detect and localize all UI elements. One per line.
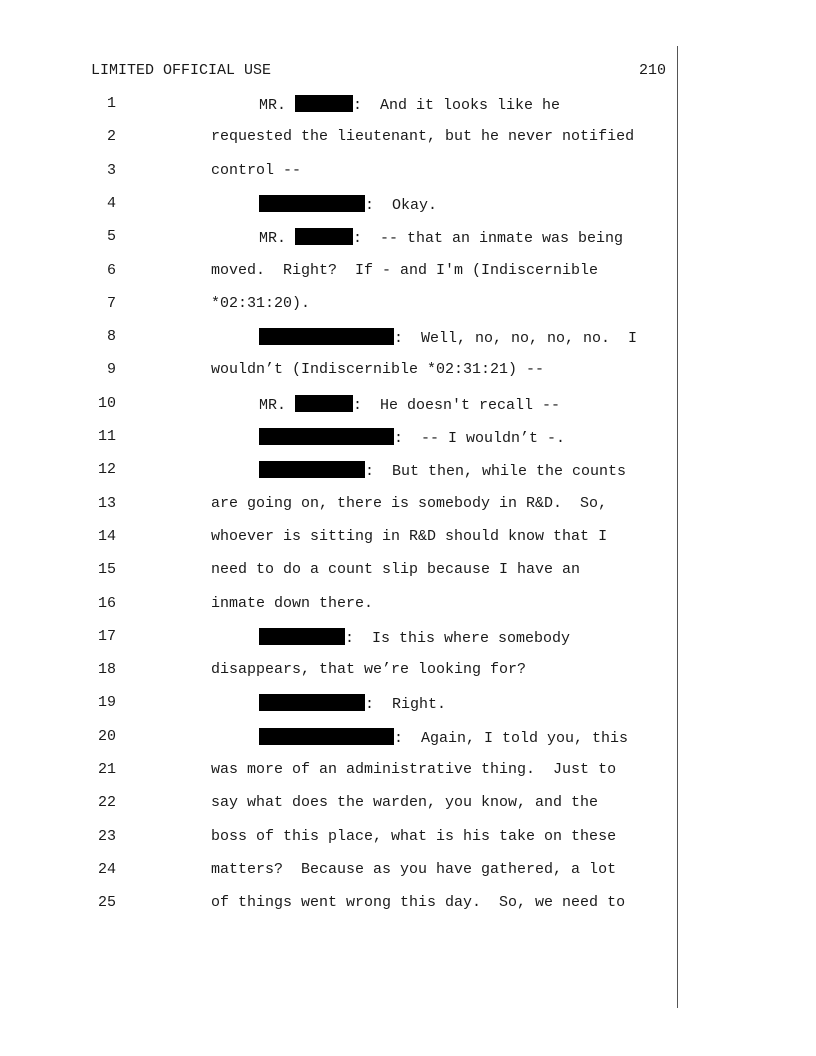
spoken-text: of things went wrong this day. So, we need to	[211, 894, 626, 912]
spoken-text: : -- I wouldn’t -.	[394, 430, 566, 447]
spoken-text: need to do a count slip because I have an	[211, 561, 581, 579]
transcript-line	[0, 861, 676, 881]
transcript-line	[0, 894, 676, 914]
spoken-text: requested the lieutenant, but he never notified	[211, 128, 635, 146]
transcript-line	[0, 728, 676, 748]
spoken-text: : Okay.	[365, 196, 438, 214]
line-number: 14	[97, 527, 116, 545]
spoken-text: : And it looks like he	[353, 97, 561, 114]
spoken-text: are going on, there is somebody in R&D. So,	[211, 494, 608, 512]
line-number: 23	[97, 827, 116, 845]
line-number: 15	[97, 561, 116, 579]
transcript-line	[0, 395, 676, 415]
line-number: 18	[97, 661, 116, 679]
transcript-line	[0, 461, 676, 481]
transcript-line	[0, 528, 676, 548]
transcript-line	[0, 295, 676, 315]
transcript-line	[0, 428, 676, 448]
redaction-box	[259, 694, 365, 711]
line-text	[259, 428, 565, 447]
speaker-title: MR.	[259, 97, 296, 114]
transcript-line	[0, 162, 676, 182]
speaker-title: MR.	[259, 230, 296, 248]
spoken-text: moved. Right? If - and I'm (Indiscernible	[211, 261, 599, 279]
spoken-text: whoever is sitting in R&D should know that I	[211, 527, 608, 545]
transcript-line	[0, 361, 676, 381]
line-text	[211, 128, 634, 145]
transcript-line	[0, 195, 676, 215]
line-text	[259, 395, 560, 414]
redaction-box	[295, 228, 353, 245]
line-text	[211, 561, 580, 578]
transcript-line	[0, 828, 676, 848]
transcript-line	[0, 495, 676, 515]
spoken-text: was more of an administrative thing. Just to	[211, 761, 617, 778]
transcript-line	[0, 95, 676, 115]
redaction-box	[259, 328, 394, 345]
line-number: 2	[106, 128, 116, 146]
right-margin-rule	[677, 46, 678, 1008]
line-text	[259, 728, 628, 747]
spoken-text: : But then, while the counts	[365, 463, 627, 481]
line-number: 17	[97, 627, 116, 645]
redaction-box	[295, 95, 353, 112]
spoken-text: : -- that an inmate was being	[353, 230, 624, 248]
redaction-box	[259, 428, 394, 445]
redaction-box	[259, 195, 365, 212]
transcript-line	[0, 328, 676, 348]
header-classification: LIMITED OFFICIAL USE	[91, 62, 272, 79]
line-number: 11	[97, 428, 116, 445]
spoken-text: *02:31:20).	[211, 294, 311, 312]
line-text	[211, 295, 310, 312]
transcript-line	[0, 228, 676, 248]
line-text	[211, 361, 544, 378]
line-number: 21	[97, 761, 116, 778]
spoken-text: say what does the warden, you know, and the	[211, 794, 599, 812]
line-text	[259, 461, 626, 480]
spoken-text: control --	[211, 161, 302, 179]
line-text	[211, 495, 607, 512]
line-number: 12	[97, 461, 116, 479]
line-number: 9	[106, 361, 116, 379]
line-text	[211, 661, 526, 678]
line-text	[259, 328, 637, 347]
transcript-line	[0, 128, 676, 148]
line-number: 1	[106, 95, 116, 112]
spoken-text: : Is this where somebody	[345, 629, 571, 647]
line-text	[259, 628, 570, 647]
transcript-line	[0, 561, 676, 581]
line-text	[211, 794, 598, 811]
transcript-line	[0, 761, 676, 781]
transcript-line	[0, 595, 676, 615]
line-number: 20	[97, 727, 116, 745]
line-number: 24	[97, 860, 116, 878]
line-number: 4	[106, 194, 116, 212]
line-text	[211, 262, 598, 279]
line-text	[211, 761, 616, 778]
spoken-text: boss of this place, what is his take on these	[211, 827, 617, 845]
transcript-line	[0, 794, 676, 814]
line-text	[259, 228, 623, 247]
line-number: 6	[106, 261, 116, 279]
redaction-box	[259, 461, 365, 478]
transcript-line	[0, 628, 676, 648]
line-text	[211, 528, 607, 545]
line-text	[211, 861, 616, 878]
line-number: 5	[106, 228, 116, 246]
spoken-text: disappears, that we’re looking for?	[211, 661, 527, 679]
line-text	[211, 828, 616, 845]
line-text	[211, 595, 373, 612]
transcript-line	[0, 262, 676, 282]
line-number: 7	[106, 294, 116, 312]
line-text	[259, 195, 437, 214]
redaction-box	[259, 728, 394, 745]
line-text	[211, 894, 625, 911]
line-number: 10	[97, 394, 116, 412]
line-number: 13	[97, 494, 116, 512]
line-number: 8	[106, 328, 116, 346]
redaction-box	[259, 628, 345, 645]
line-number: 22	[97, 794, 116, 812]
line-text	[211, 162, 301, 179]
line-text	[259, 694, 446, 713]
spoken-text: matters? Because as you have gathered, a lot	[211, 860, 617, 878]
speaker-title: MR.	[259, 396, 296, 414]
line-text	[259, 95, 560, 114]
spoken-text: : Again, I told you, this	[394, 729, 629, 747]
transcript-line	[0, 694, 676, 714]
line-number: 16	[97, 594, 116, 612]
line-number: 3	[106, 161, 116, 179]
spoken-text: : Right.	[365, 696, 447, 714]
spoken-text: inmate down there.	[211, 594, 374, 612]
spoken-text: : He doesn't recall --	[353, 396, 561, 414]
page-number: 210	[638, 62, 666, 79]
spoken-text: : Well, no, no, no, no. I	[394, 330, 638, 348]
spoken-text: wouldn’t (Indiscernible *02:31:21) --	[211, 361, 545, 379]
line-number: 25	[97, 894, 116, 912]
line-number: 19	[97, 694, 116, 712]
redaction-box	[295, 395, 353, 412]
transcript-line	[0, 661, 676, 681]
